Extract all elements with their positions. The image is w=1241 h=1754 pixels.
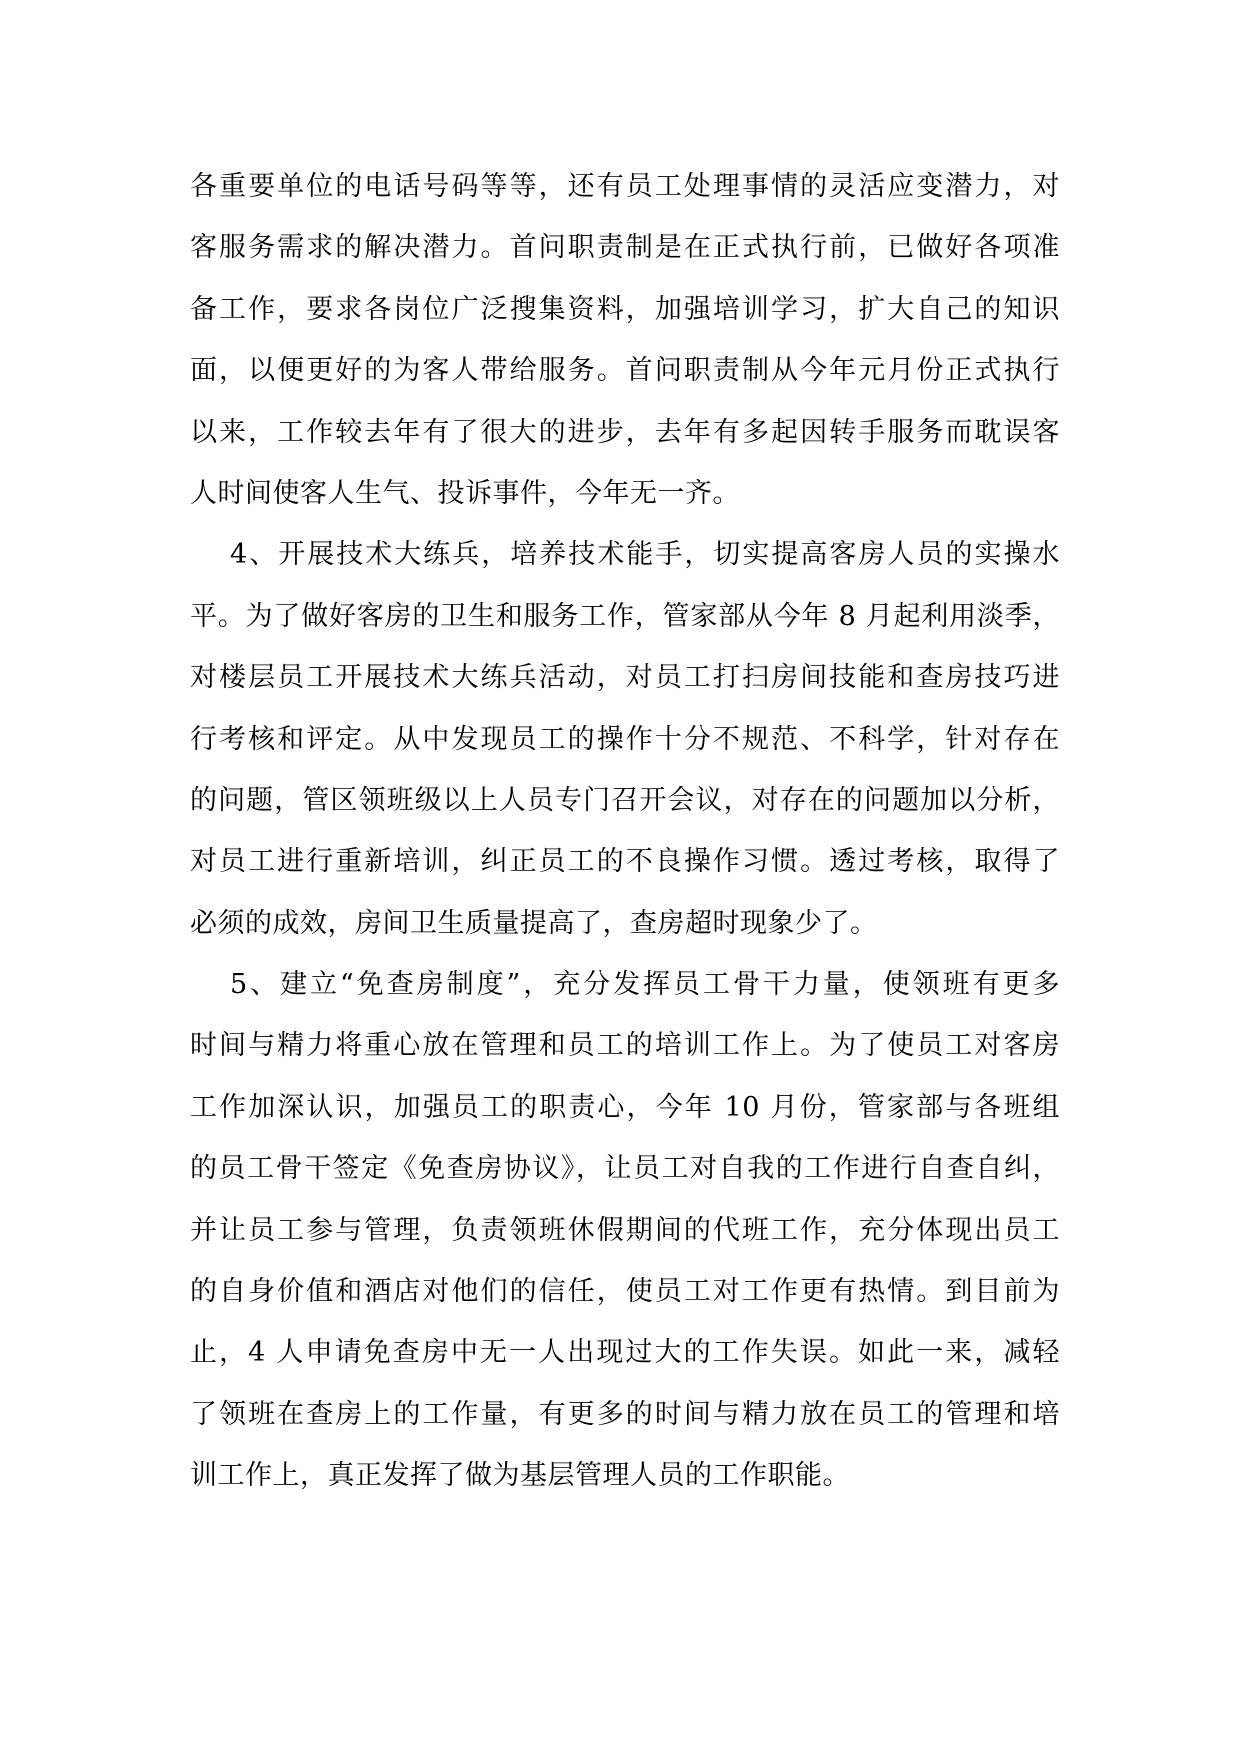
text-line: 必须的成效，房间卫生质量提高了，查房超时现象少了。 [190,907,878,939]
text-line: 人时间使客人生气、投诉事件，今年无一齐。 [190,477,740,509]
text-line: 的问题，管区领班级以上人员专门召开会议，对存在的问题加以分析， [190,784,1060,816]
text-line: 4、开展技术大练兵，培养技术能手，切实提高客房人员的实操水 [230,539,1060,571]
text-line: 了领班在查房上的工作量，有更多的时间与精力放在员工的管理和培 [190,1398,1060,1430]
text-line: 客服务需求的解决潜力。首问职责制是在正式执行前，已做好各项准 [190,232,1060,264]
text-line: 的员工骨干签定《免查房协议》，让员工对自我的工作进行自查自纠， [190,1153,1060,1185]
text-line: 面，以便更好的为客人带给服务。首问职责制从今年元月份正式执行 [190,355,1060,387]
text-line: 时间与精力将重心放在管理和员工的培训工作上。为了使员工对客房 [190,1030,1060,1062]
text-line: 平。为了做好客房的卫生和服务工作，管家部从今年 8 月起利用淡季， [190,600,1060,632]
text-line: 止，4 人申请免查房中无一人出现过大的工作失误。如此一来，减轻 [190,1337,1060,1369]
text-line: 行考核和评定。从中发现员工的操作十分不规范、不科学，针对存在 [190,723,1060,755]
text-line: 对员工进行重新培训，纠正员工的不良操作习惯。透过考核，取得了 [190,846,1060,878]
text-line: 训工作上，真正发挥了做为基层管理人员的工作职能。 [190,1460,850,1492]
document-body [190,156,1060,1507]
text-line: 对楼层员工开展技术大练兵活动，对员工打扫房间技能和查房技巧进 [190,662,1060,694]
text-line: 并让员工参与管理，负责领班休假期间的代班工作，充分体现出员工 [190,1214,1060,1246]
text-line: 的自身价值和酒店对他们的信任，使员工对工作更有热情。到目前为 [190,1276,1060,1308]
text-line: 以来，工作较去年有了很大的进步，去年有多起因转手服务而耽误客 [190,416,1060,448]
text-line: 工作加深认识，加强员工的职责心，今年 10 月份，管家部与各班组 [190,1091,1060,1123]
text-line: 备工作，要求各岗位广泛搜集资料，加强培训学习，扩大自己的知识 [190,293,1060,325]
text-line: 各重要单位的电话号码等等，还有员工处理事情的灵活应变潜力，对 [190,171,1060,202]
text-line: 5、建立“免查房制度”，充分发挥员工骨干力量，使领班有更多 [230,969,1060,1001]
